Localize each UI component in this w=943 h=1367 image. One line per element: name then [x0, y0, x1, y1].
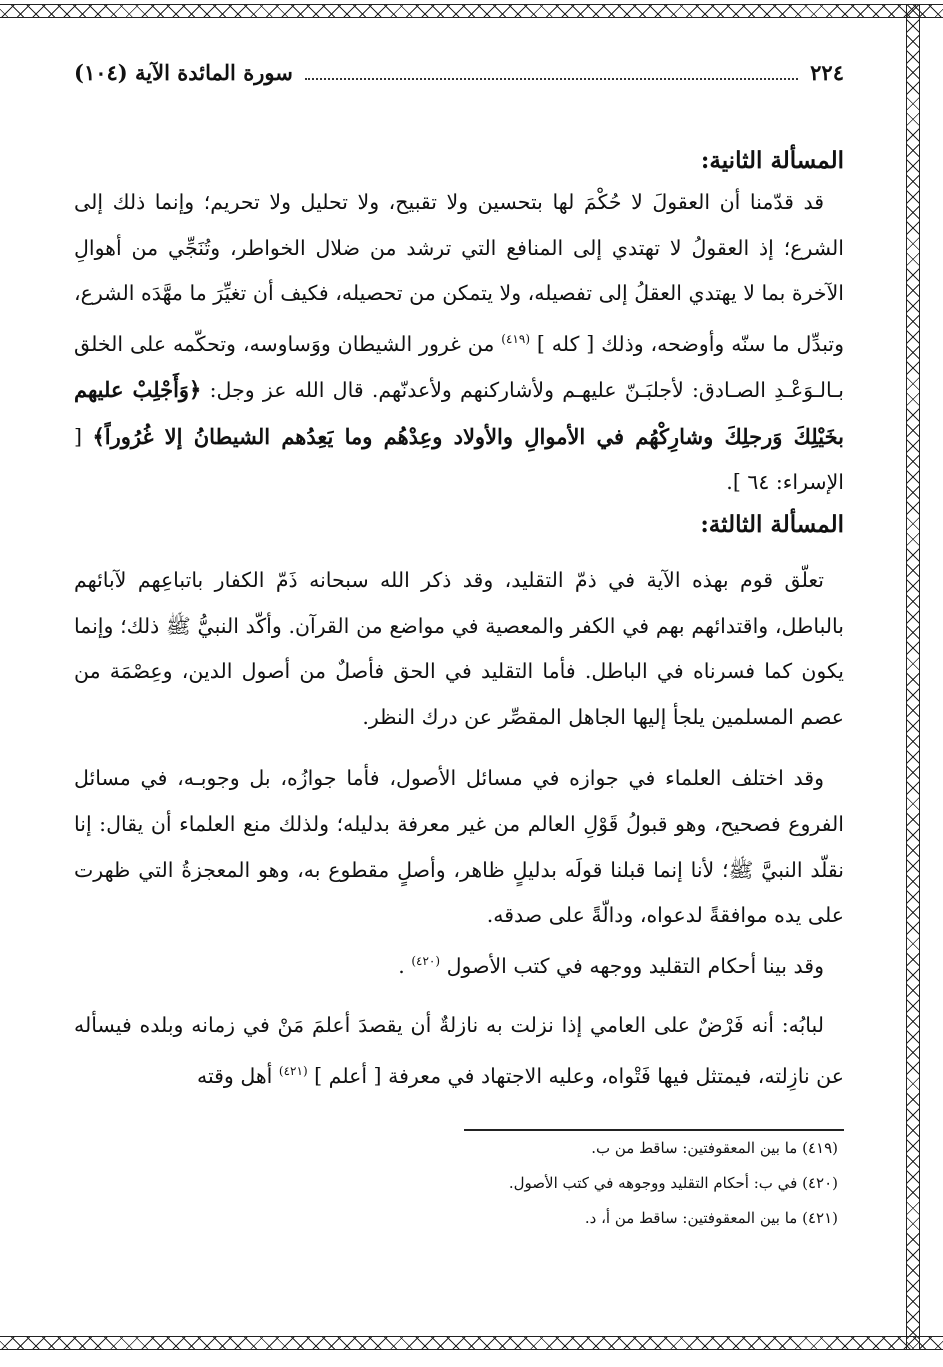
decorative-border-top	[0, 4, 943, 18]
running-title: سورة المائدة الآية (١٠٤)	[74, 60, 293, 85]
quran-verse: ﴿وَأَجْلِبْ عليهم بخَيْلِكَ وَرجلِكَ وشارِكْهُم في الأموالِ والأولاد وعِدْهُم وما يَعِدُهم الشيطانُ إلا غُرُوراً﴾	[74, 377, 844, 449]
page-number: ٢٢٤	[810, 60, 844, 85]
footnote: (٤١٩) ما بين المعقوفتين: ساقط من ب.	[591, 1139, 838, 1158]
footnote-ref: (٤١٩)	[501, 331, 530, 346]
section-heading-2: المسألة الثانية:	[700, 147, 844, 174]
footnote-ref: (٤٢١)	[278, 1063, 308, 1078]
decorative-border-right	[906, 4, 920, 1350]
page-body	[74, 60, 844, 1236]
citation: [ الإسراء: ٦٤ ].	[74, 424, 844, 495]
section-heading-3: المسألة الثالثة:	[700, 510, 844, 538]
running-head	[74, 60, 844, 100]
paragraph: لبابُه: أنه فَرْضٌ على العامي إذا نزلت به نازلةٌ أن يقصدَ أعلمَ مَنْ في زمانه وبلده فيسأله عن نازِلته، فيمتثل فيها فَتْواه، وعليه الاجتهاد في معرفة [ أعلم ] $^{(٤٢١)}$ أهل وقته	[74, 1013, 844, 1088]
footnote: (٤٢٠) في ب: أحكام التقليد ووجوهه في كتب الأصول.	[508, 1174, 838, 1193]
paragraph: وقد بينا أحكام التقليد ووجهه في كتب الأصول $^{(٤٢٠)}$ .	[398, 953, 824, 978]
decorative-border-bottom	[0, 1336, 943, 1350]
paragraph: وقد اختلف العلماء في جوازه في مسائل الأصول، فأما جوازُه، بل وجوبـه، في مسائل الفروع فصحيح، وهو قبولُ قَوْلِ العالم من غير معرفة بدليله؛ ولذلك منع العلماء أن يقال: إنا نقلّد النبيَّ ﷺ؛ لأنا إنما قبلنا قولَه بدليلٍ ظاهر، وأصلٍ مقطوع به، وهو المعجزةُ التي ظهرت على يده موافقةً لدعواه، ودالّةً على صدقه.	[74, 766, 844, 928]
footnote: (٤٢١) ما بين المعقوفتين: ساقط من أ، د.	[584, 1209, 838, 1228]
paragraph: قد قدّمنا أن العقولَ لا حُكْمَ لها بتحسين ولا تقبيح، ولا تحليل ولا تحريم؛ وإنما ذلك إلى الشرع؛ إذ العقولُ لا تهتدي إلى المنافع التي ترشد من ضلال الخواطر، وتُنَجِّي من أهوالِ الآخرة بما لا يهتدي العقلُ إلى تفصيله، ولا يتمكن من تحصيله، فكيف أن تغيِّرَ ما مهَّدَه الشرع، وتبدِّل ما سنّه وأوضحه، وذلك [ كله ] $^{(٤١٩)}$ من غرور الشيطان ووَساوسه، وتحكّمه على الخلق بـالـوَعْـدِ الصـادق: لأجلبَـنّ عليهـم ولأشاركنهم ولأعدنّهم. قال الله عز وجل: ﴿وَأَجْلِبْ عليهم بخَيْلِكَ وَرجلِكَ وشارِكْهُم في الأموالِ والأولاد وعِدْهُم وما يَعِدُهم الشيطانُ إلا غُرُوراً﴾ [ الإسراء: ٦٤ ].	[74, 190, 844, 495]
footnote-ref: (٤٢٠)	[411, 953, 441, 968]
paragraph: تعلّق قوم بهذه الآية في ذمّ التقليد، وقد ذكر الله سبحانه ذَمّ الكفار باتباعِهم لآبائهم بالباطل، واقتدائهم بهم في الكفر والمعصية في مواضع من القرآن. وأكّد النبيُّ ﷺ ذلك؛ وإنما يكون كما فسرناه في الباطل. فأما التقليد في الحق فأصلٌ من أصول الدين، وعِصْمَة من عصم المسلمين يلجأ إليها الجاهل المقصِّر عن درك النظر.	[74, 567, 844, 729]
leader-dots	[305, 64, 798, 80]
